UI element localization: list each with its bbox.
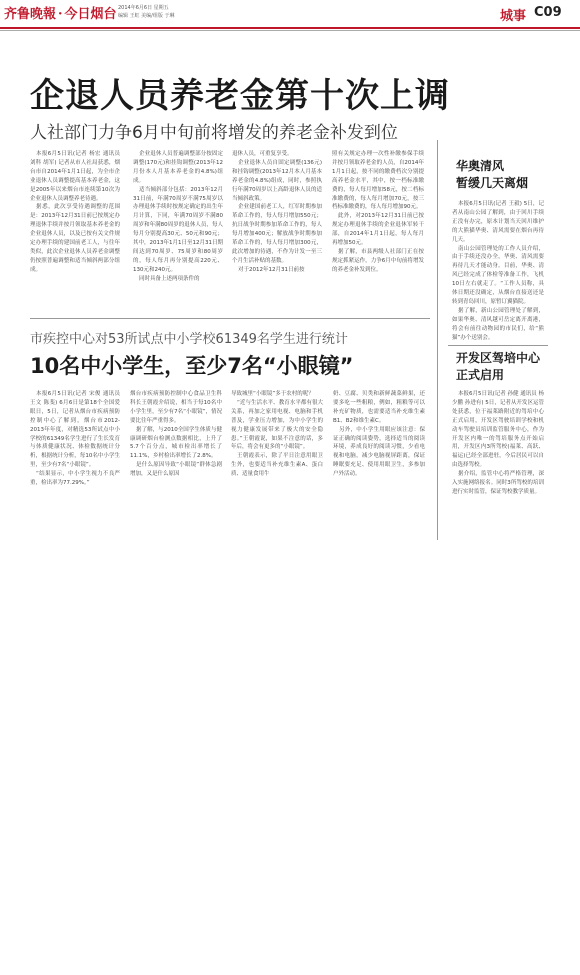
paragraph: 据介绍，监管中心将严格管理，深入实施网络报名。同时3所驾校的培训进行实时监管，保证驾校教学质量。 [452, 471, 544, 495]
second-column-1 [30, 390, 120, 540]
lead-column-3 [232, 150, 322, 300]
headline-line: 开发区驾培中心 [456, 351, 541, 365]
paragraph: 同时具备上述两项条件的 [139, 275, 200, 282]
blank-page-area [0, 600, 580, 975]
paragraph: 南山公园管理处的工作人员介绍，由于手续还没办全，华奥、清风需要再待几天才能动身。目前，华奥、清风已经完成了体检等准备工作，飞机10日左右就走了。“工作人员称，具体日期还没确定，从烟台直接送还是转到青岛回川，原暂订翼猫院。 [452, 245, 544, 305]
masthead-subrule [0, 30, 580, 31]
sidebar-divider [437, 140, 438, 540]
paragraph: 企业建国前老工人，红军时期参加革命工作的，每人每月增加550元；抗日战争时期参加革命工作的，每人每月增加400元；解放战争时期参加革命工作的，每人每月增加300元，此次增加的待遇，不作为计发一至三个月生活补贴的基数。 [232, 204, 322, 264]
sidebar-story-2-body [452, 390, 544, 535]
lead-column-2 [133, 150, 223, 300]
paragraph: 烟台市疾病预防控制中心食品卫生科科长王朝霞介绍说，相当于每10名中小学生里，至少有7名“小眼镜”，情况要比往年严重得多。 [130, 391, 222, 424]
paragraph: 据悉，此次享受待遇调整的范围是：2013年12月31日前已按规定办理退休手续并按月领取基本养老金的企业退休人员，以及已按有关文件规定办理手续的建国前老工人，与往年类似，此次企业退休人员养老金调整仍按照普遍调整和适当倾斜两部分组成。 [30, 204, 120, 273]
second-column-4 [333, 390, 425, 540]
lead-subheadline: 人社部门力争6月中旬前将增发的养老金补发到位 [30, 123, 398, 143]
paragraph: 此外，对2013年12月31日前已按规定办理退休手续的企业退休军转干部，自2014年1月1日起，每人每月再增加50元。 [332, 213, 424, 247]
brand-name: 齐鲁晚報 [4, 7, 57, 22]
paragraph: 适当倾斜部分包括：2013年12月31日前，年满70周岁不满75周岁以办理退休手续时按规定确定的出生年月计算，下同，年满70周岁不满80周岁和年满80周岁的退休人员，每人每月分别提高30元、50元和90元；其中，2013年1月1日至12月31日期间达到70周岁、75周岁和80周岁的，每人每月再分别提高220元、130元和240元。 [133, 186, 223, 273]
edition-name: 今日烟台 [64, 7, 117, 22]
paragraph: 企业退休人员自固定调整(136元)和挂钩调整(2013年12月本人月基本养老金的4.8%)组成，同时，参照执行年满70周岁以上高龄退休人员的适当倾斜政策。 [232, 159, 322, 202]
headline-line: 正式启用 [456, 368, 505, 382]
second-kicker: 市疾控中心对53所试点中小学校61349名学生进行统计 [30, 332, 348, 347]
paragraph: 王朝霞表示，除了平日注意用眼卫生外，也要适当补充维生素A、蛋白质、适量食用牛 [231, 453, 323, 478]
second-headline: 10名中小学生，至少7名“小眼镜” [30, 354, 354, 378]
sidebar-headline-1 [456, 158, 528, 192]
paragraph: 据了解，市县两级人社部门正在按规定抓紧运作，力争6月中旬前将增发的养老金补发到位。 [332, 248, 424, 273]
section-name: 城事 [500, 9, 527, 24]
paragraph: 是什么原因导致“小眼镜”群体急剧增加，又是什么原因 [130, 462, 222, 478]
paragraph: 企业退休人员普遍调整部分按固定调整(170元)和挂钩调整(2013年12月份本人月基本养老金的4.8%)组成。 [133, 151, 223, 184]
masthead-rule [0, 27, 580, 29]
sidebar-story-divider [448, 345, 548, 346]
date-line: 2014年6月6日 星期五 [118, 5, 169, 11]
paragraph: 导致城里“小眼镜”多于农村的呢？ [231, 391, 314, 397]
paragraph: 对于2012年12月31日前按 [238, 266, 305, 273]
second-column-3 [231, 390, 323, 540]
paragraph: 据了解，新山公园管理处了解到，如果华奥、清风越可岳定离开离港，将会有前往动物园的市民们，给“熊猫”办个送别会。 [452, 307, 544, 340]
paragraph: 本报6月5日讯(记者 王毅) 5日，记者从南山公园了解到，由于回川手续正没有办完，原本计划当天回川维护的大熊猫华奥、清风需要在烟台再待几天。 [452, 201, 544, 243]
paragraph: 退休人员，可重复享受。 [232, 151, 293, 157]
sidebar-story-1-body [452, 200, 544, 340]
paragraph: 据了解，与2010全国学生体质与健康调研烟台检测点数据相比，上升了5.7个百分点，城市检出率增长了11.1%，乡村检出率增长了2.8%。 [130, 426, 222, 460]
second-column-2 [130, 390, 222, 540]
masthead-brand [4, 3, 117, 22]
masthead-info [118, 4, 318, 20]
headline-line: 华奥清风 [456, 159, 505, 173]
paragraph: 本报6月5日讯(记者 孙健 通讯员 杨少鹏 孙进有) 5日，记者从开发区运管处获悉，位于福莱路附近的驾培中心正式启用，开发区驾驶培训学校和机动车驾驶员培训监管服务中心，作为开发区内唯一的驾培服务点开始启用，开发区内3所驾校(福莱、高跃、福运)已经全部进驻，今后居民可以自由选择驾校。 [452, 391, 544, 469]
page-number: C09 [534, 5, 562, 20]
lead-headline: 企退人员养老金第十次上调 [30, 76, 450, 116]
paragraph: 本报6月5日讯(记者 杨宏 通讯员 刘科 胡军) 记者从市人社局获悉，烟台市自2014年1月1日起，为全市企业退休人员调整提高基本养老金，这是2005年以来烟台市连续第10次为企业退休人员调整养老待遇。 [30, 151, 120, 202]
paragraph: 另外，中小学生用眼应该注意：保证正确的阅读姿势，选择适当的阅读环境，养成良好的阅读习惯，少看电视和电脑，减少电脑视屏距离，保证睡眠要充足、使用用眼卫生，多参加户外活动。 [333, 426, 425, 478]
paragraph: 奶、豆腐、贝类和新鲜蔬菜鲜果，还要多吃一些粗粮，例如，粗粮等可以补充矿物质，也需要适当补充维生素B1、B2和维生素C。 [333, 391, 425, 424]
paragraph: 照有关规定办理一次性补缴参保手续并按月领取养老金的人员，自2014年1月1日起，按不同的缴费档次分别提高养老金水平，其中，按一档标准缴费的，每人每月增加58元，按二档标准缴费的，每人每月增加70元，按三档标准缴费的，每人每月增加90元。 [332, 151, 424, 211]
masthead [0, 0, 580, 26]
paragraph: “近与生活水平、教育水平都有很大关系，再加之家用电视、电脑和手机普及，学业压力增加，为中小学生的视力健康发展带来了极大的安全隐患。”王朝霞说，如果不注意的话，多年后，将会有更多的“小眼镜”。 [231, 399, 323, 451]
brand-separator: · [58, 7, 63, 22]
lead-column-1 [30, 150, 120, 300]
sidebar-headline-2 [456, 350, 540, 384]
headline-line: 暂缓几天离烟 [456, 176, 529, 190]
lead-column-4 [332, 150, 424, 300]
editor-line: 编辑 王虹 美编/组版 于琳 [118, 13, 175, 19]
paragraph: 本报6月5日讯(记者 宋俊 通讯员 王文 陈斐) 6月6日是第18个全国爱眼日，5日，记者从烟台市疾病预防控制中心了解到，烟台市2012-2013年年度，对精选53所试点中小学校的61349名学生进行了生长发育与体质健康状况、体检数据统计分析，根据统计分析，每10名中小学生里，至少有7名“小眼镜”。 [30, 391, 120, 469]
paragraph: “结果显示，中小学生视力不良严重，检出率为77.29%。” [30, 471, 120, 487]
story-divider [30, 318, 430, 319]
